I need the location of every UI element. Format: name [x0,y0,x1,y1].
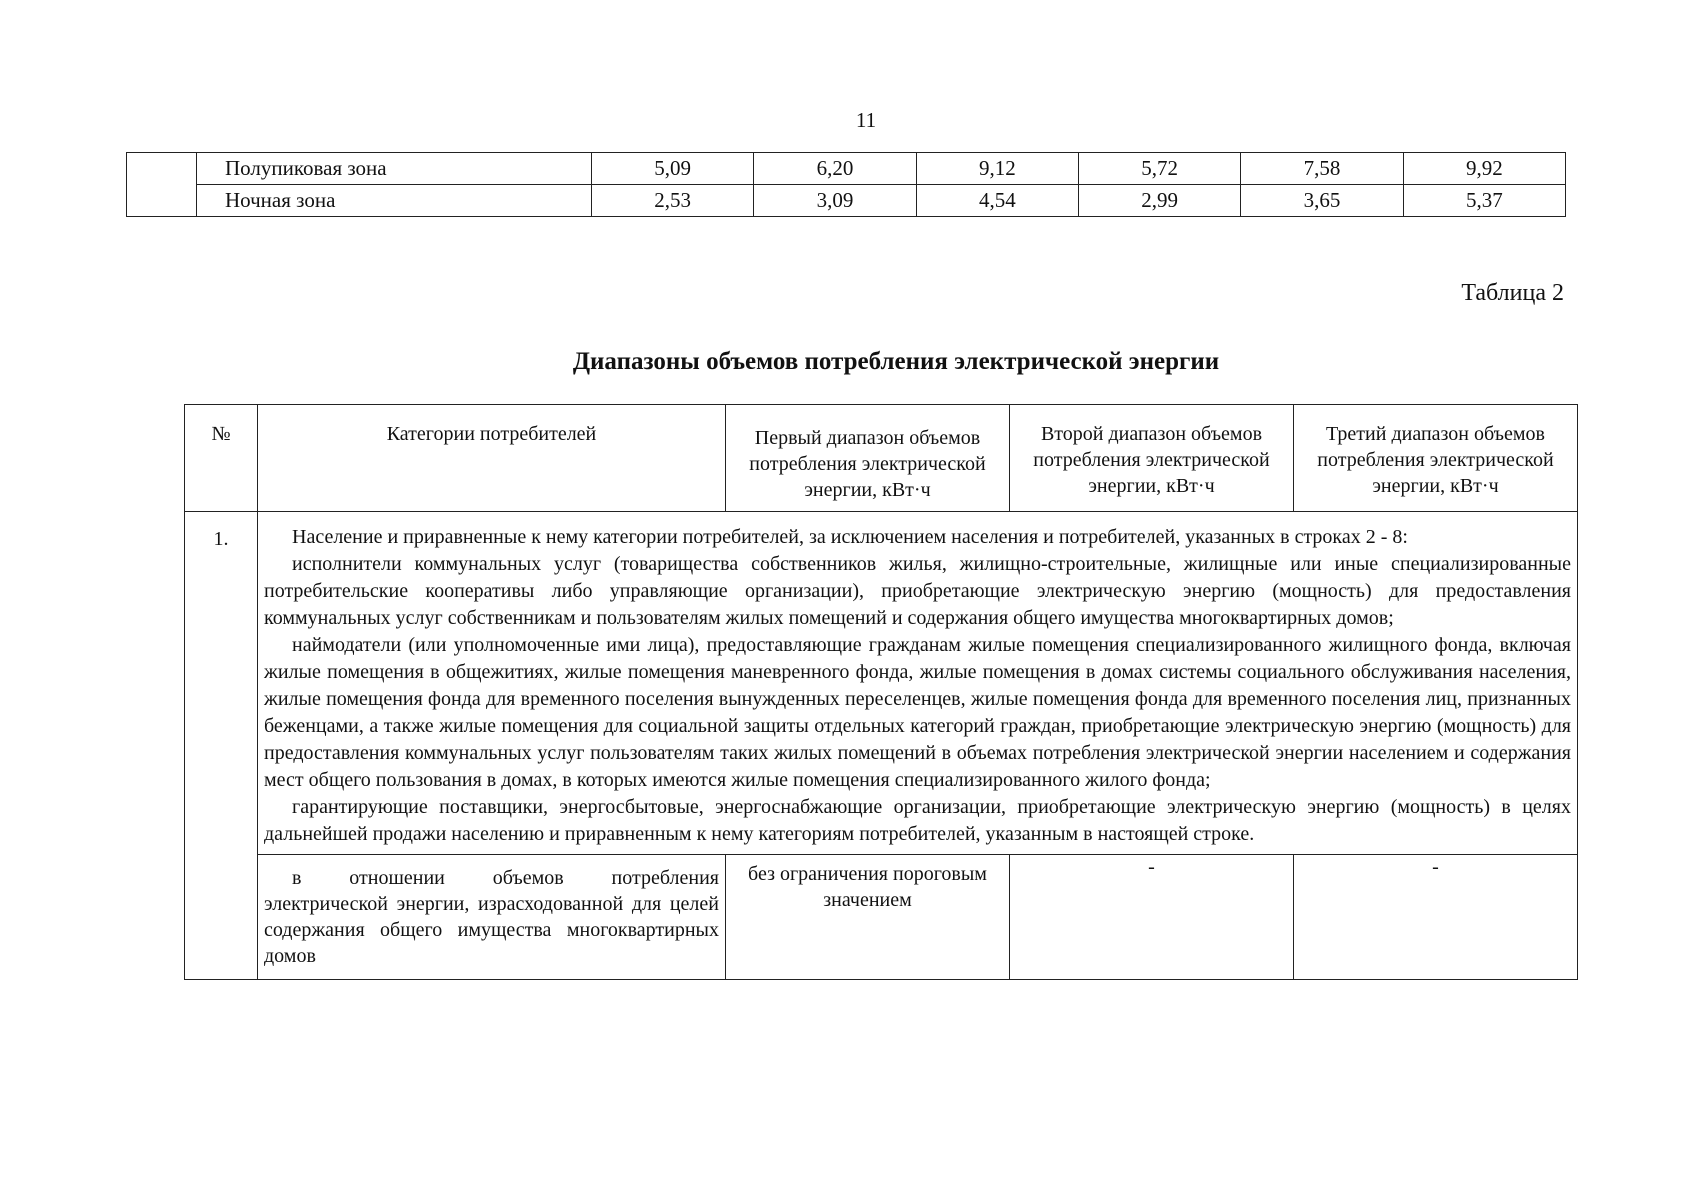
table-row [185,855,1578,980]
header-range-1: Первый диапазон объемов потребления электрической энергии, кВт·ч [726,405,1010,512]
consumption-ranges-table [184,404,1578,980]
tariff-value: 3,09 [754,185,916,217]
header-category: Категории потребителей [258,405,726,512]
tariff-value: 2,99 [1078,185,1240,217]
zone-label: Ночная зона [197,185,592,217]
header-number: № [185,405,258,512]
paragraph: Население и приравненные к нему категории потребителей, за исключением населения и потребителей, указанных в строках 2 - 8: [292,526,1408,548]
header-row [185,405,1578,512]
paragraph: гарантирующие поставщики, энергосбытовые, энергоснабжающие организации, приобретающие электрическую энергию (мощность) в целях дальнейшей продажи населению и приравненным к нему категориям потребителей, указанным в настоящей строке. [264,796,1571,845]
tariff-continuation-table [126,152,1566,217]
table-row [127,153,1566,185]
row-number: 1. [185,512,258,980]
header-range-3: Третий диапазон объемов потребления электрической энергии, кВт·ч [1294,405,1578,512]
header-range-2: Второй диапазон объемов потребления электрической энергии, кВт·ч [1010,405,1294,512]
empty-cell [127,153,197,217]
range-2-value: - [1010,855,1294,980]
tariff-value: 5,09 [592,153,754,185]
table-row [185,512,1578,855]
paragraph: исполнители коммунальных услуг (товарищества собственников жилья, жилищно-строительные, жилищные или иные специализированные потребительские кооперативы либо управляющие организации), приобретающие электрическую энергию (мощность) для предоставления коммунальных услуг собственникам и пользователям жилых помещений и содержания общего имущества многоквартирных домов; [264,553,1571,629]
tariff-value: 2,53 [592,185,754,217]
zone-label: Полупиковая зона [197,153,592,185]
tariff-value: 7,58 [1241,153,1403,185]
tariff-value: 4,54 [916,185,1078,217]
page-number: 11 [855,108,877,132]
table-title: Диапазоны объемов потребления электрической энергии [572,348,1220,375]
tariff-value: 5,72 [1078,153,1240,185]
tariff-value: 6,20 [754,153,916,185]
paragraph: наймодатели (или уполномоченные ими лица), предоставляющие гражданам жилые помещения специализированного жилищного фонда, включая жилые помещения в общежитиях, жилые помещения маневренного фонда, жилые помещения в домах системы социального обслуживания населения, жилые помещения фонда для временного поселения вынужденных переселенцев, жилые помещения фонда для временного поселения лиц, признанных беженцами, а также жилые помещения для социальной защиты отдельных категорий граждан, приобретающие электрическую энергию (мощность) для предоставления коммунальных услуг пользователям таких жилых помещений в объемах потребления электрической энергии населением и содержания мест общего пользования в домах, в которых имеются жилые помещения специализированного жилого фонда; [264,634,1571,791]
tariff-value: 3,65 [1241,185,1403,217]
tariff-value: 5,37 [1403,185,1565,217]
table-label: Таблица 2 [1461,280,1564,306]
category-description [258,512,1578,855]
tariff-value: 9,92 [1403,153,1565,185]
range-3-value: - [1294,855,1578,980]
table-row [127,185,1566,217]
range-1-value: без ограничения пороговым значением [726,855,1010,980]
subcategory-text: в отношении объемов потребления электрической энергии, израсходованной для целей содержания общего имущества многоквартирных домов [258,855,726,980]
tariff-value: 9,12 [916,153,1078,185]
